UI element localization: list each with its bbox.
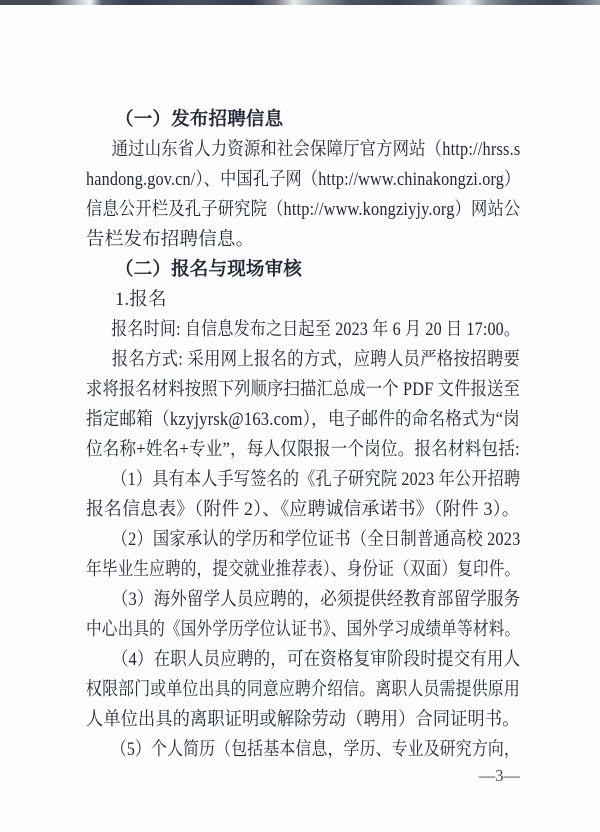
page-number: —3—: [478, 766, 520, 785]
text-line: 告栏发布招聘信息。: [86, 230, 255, 250]
text-line: 求将报名材料按照下列顺序扫描汇总成一个 PDF 文件报送至: [86, 380, 520, 400]
text-line: 权限部门或单位出具的同意应聘介绍信。离职人员需提供原用: [86, 680, 520, 700]
text-line: 位名称+姓名+专业”，每人仅限报一个岗位。报名材料包括:: [86, 440, 520, 460]
text-line: （3）海外留学人员应聘的，必须提供经教育部留学服务: [111, 590, 521, 610]
text-line: 指定邮箱（kzyjyrsk@163.com），电子邮件的命名格式为“岗: [86, 410, 520, 430]
section-heading: （一）发布招聘信息: [115, 110, 284, 130]
text-line: 1.报名: [115, 290, 167, 310]
text-line: （1）具有本人手写签名的《孔子研究院 2023 年公开招聘: [111, 470, 521, 490]
text-line: handong.gov.cn/）、中国孔子网（http://www.chinakongzi.org）: [86, 170, 521, 190]
text-line: 通过山东省人力资源和社会保障厅官方网站（http://hrss.s: [111, 140, 521, 160]
text-line: 年毕业生应聘的，提交就业推荐表）、身份证（双面）复印件。: [86, 560, 521, 580]
section-heading: （二）报名与现场审核: [115, 260, 303, 280]
text-line: （2）国家承认的学历和学位证书（全日制普通高校 2023: [111, 530, 521, 550]
scanner-edge-artifact: [0, 0, 600, 5]
text-line: 报名时间: 自信息发布之日起至 2023 年 6 月 20 日 17:00。: [111, 320, 521, 340]
text-line: （5）个人简历（包括基本信息，学历、专业及研究方向，: [110, 740, 520, 760]
text-line: （4）在职人员应聘的，可在资格复审阶段时提交有用人: [111, 650, 521, 670]
text-line: 人单位出具的离职证明或解除劳动（聘用）合同证明书。: [86, 710, 520, 730]
document-body: [86, 105, 520, 765]
text-line: 报名方式: 采用网上报名的方式，应聘人员严格按招聘要: [111, 350, 520, 370]
text-line: 中心出具的《国外学历学位认证书》、国外学习成绩单等材料。: [86, 620, 521, 640]
text-line: 信息公开栏及孔子研究院（http://www.kongziyjy.org）网站公: [86, 200, 521, 220]
text-line: 报名信息表》（附件 2）、《应聘诚信承诺书》（附件 3）。: [86, 500, 520, 520]
